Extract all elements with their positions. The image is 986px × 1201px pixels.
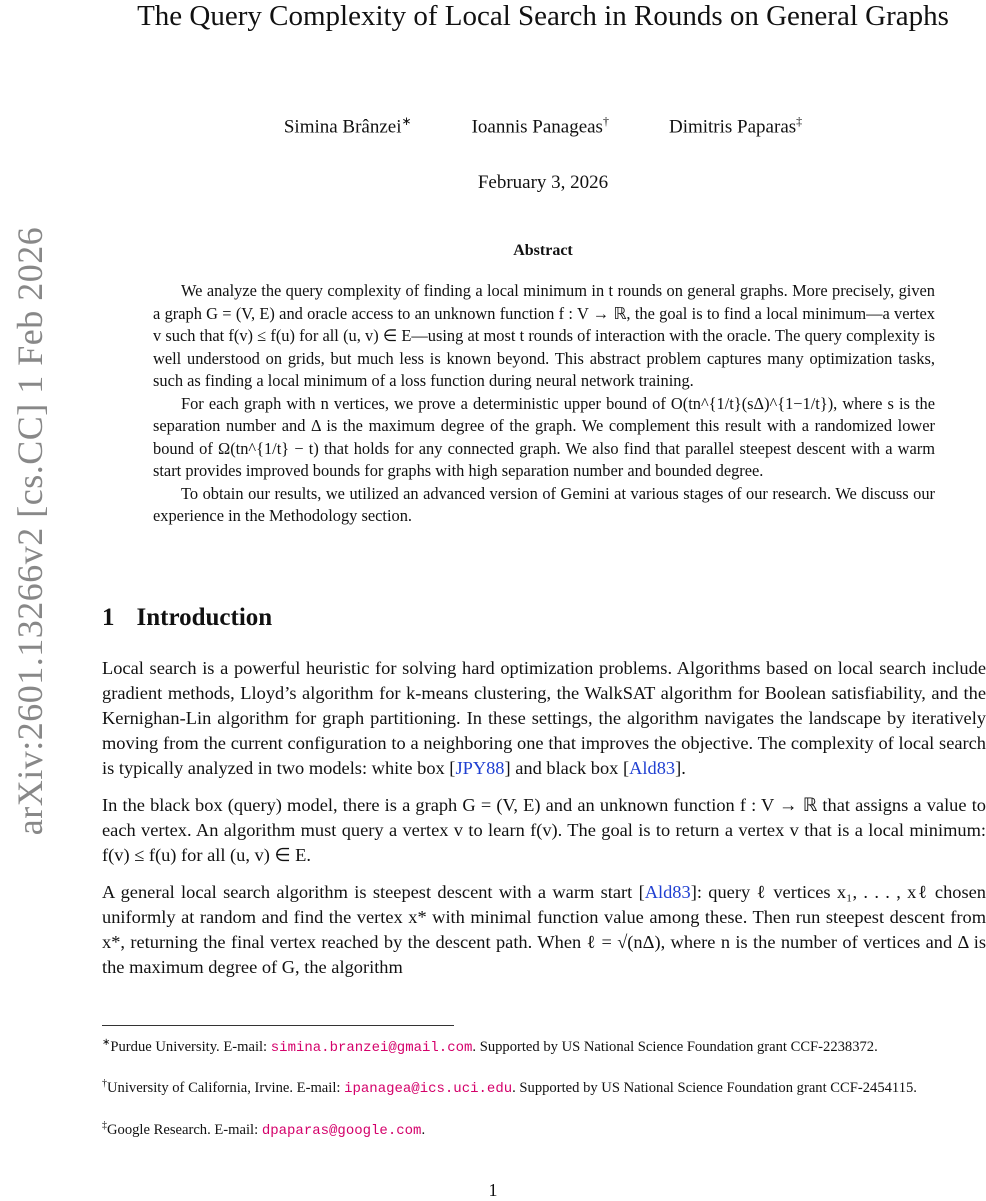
intro-paragraph-2: In the black box (query) model, there is a graph G = (V, E) and an unknown function f : V → ℝ that assigns a value to each vertex. An algorithm must query a vertex v to learn f(v). The goal is to return a vertex v that is a local minimum: f(v) ≤ f(u) for all (u, v) ∈ E.	[102, 795, 986, 865]
email-link[interactable]: simina.branzei@gmail.com	[270, 1039, 473, 1056]
footnote-text: . Supported by US National Science Foundation grant CCF-2454115.	[512, 1079, 917, 1096]
footnote-text: University of California, Irvine. E-mail:	[107, 1079, 345, 1096]
footnote-text: .	[421, 1121, 426, 1138]
abstract-heading: Abstract	[513, 242, 573, 259]
email-link[interactable]: dpaparas@google.com	[261, 1122, 422, 1139]
section-number: 1	[102, 604, 115, 631]
abstract-paragraph-3: To obtain our results, we utilized an advanced version of Gemini at various stages of our research. We discuss our experience in the Methodology section.	[153, 483, 935, 525]
abstract-paragraph-1: We analyze the query complexity of finding a local minimum in t rounds on general graphs. More precisely, given a graph G = (V, E) and oracle access to an unknown function f : V → ℝ, the goal is to find a local minimum—a vertex v such that f(v) ≤ f(u) for all (u, v) ∈ E—using at most t rounds of interaction with the oracle. The query complexity is well understood on grids, but much less is known beyond. This abstract problem captures many optimization tasks, such as finding a local minimum of a loss function during neural network training.	[153, 281, 935, 390]
intro-paragraph-3	[102, 880, 986, 980]
author-2	[472, 114, 609, 138]
author-name: Dimitris Paparas	[668, 116, 797, 138]
section-heading	[102, 604, 272, 632]
section-title: Introduction	[136, 604, 273, 631]
footnote-mark: ∗	[102, 1037, 111, 1048]
author-name: Simina Brânzei	[283, 116, 402, 138]
arxiv-side-label: arXiv:2601.13266v2 [cs.CC] 1 Feb 2026	[10, 226, 50, 836]
footnote-mark: †	[102, 1078, 107, 1089]
intro-text: ].	[675, 758, 686, 778]
paper-title: The Query Complexity of Local Search in Rounds on General Graphs	[137, 0, 949, 32]
author-mark: ‡	[796, 114, 803, 128]
author-3	[669, 114, 802, 138]
intro-paragraph-1	[102, 656, 986, 781]
footnote-rule	[102, 1025, 454, 1026]
author-mark: ∗	[401, 114, 412, 128]
page-number: 1	[488, 1180, 498, 1200]
footnote-text: Google Research. E-mail:	[107, 1121, 262, 1138]
author-list	[100, 114, 986, 138]
author-name: Ioannis Panageas	[471, 116, 603, 138]
intro-text: A general local search algorithm is steepest descent with a warm start [	[102, 882, 645, 902]
email-link[interactable]: ipanagea@ics.uci.edu	[344, 1080, 513, 1097]
footnote-text: Purdue University. E-mail:	[110, 1038, 271, 1055]
paper-date: February 3, 2026	[477, 172, 609, 193]
intro-text: Local search is a powerful heuristic for solving hard optimization problems. Algorithms based on local search include gradient methods, Lloyd’s algorithm for k-means clustering, the WalkSAT algorithm for Boolean satisfiability, and the Kernighan-Lin algorithm for graph partitioning. In these settings, the algorithm navigates the landscape by iteratively moving from the current configuration to a neighboring one that improves the objective. The complexity of local search is typically analyzed in two models: white box [	[102, 658, 986, 778]
intro-body	[102, 656, 986, 992]
intro-text: ]: query ℓ vertices x₁, . . . , xℓ chosen uniformly at random and find the vertex x* with minimal function value among these. Then run steepest descent from x*, returning the final vertex reached by the descent path. When ℓ = √(nΔ), where n is the number of vertices and Δ is the maximum degree of G, the algorithm	[102, 882, 986, 977]
abstract-body	[153, 280, 935, 528]
intro-text: ] and black box [	[504, 758, 630, 778]
citation-link-ald83[interactable]: Ald83	[629, 758, 676, 778]
author-1	[284, 114, 412, 138]
citation-link-ald83[interactable]: Ald83	[644, 882, 691, 902]
footnote-text: . Supported by US National Science Foundation grant CCF-2238372.	[472, 1038, 878, 1055]
citation-link-jpy88[interactable]: JPY88	[455, 758, 505, 778]
author-mark: †	[602, 114, 609, 128]
footnote-1	[102, 1032, 986, 1059]
abstract-paragraph-2: For each graph with n vertices, we prove a deterministic upper bound of O(tn^{1/t}(sΔ)^{1−1/t}), where s is the separation number and Δ is the maximum degree of the graph. We complement this result with a randomized lower bound of Ω(tn^{1/t} − t) that holds for any connected graph. We also find that parallel steepest descent with a warm start provides improved bounds for graphs with high separation number and bounded degree.	[153, 393, 935, 480]
footnote-2	[102, 1073, 986, 1100]
footnote-3	[102, 1115, 986, 1142]
footnote-mark: ‡	[102, 1120, 107, 1131]
